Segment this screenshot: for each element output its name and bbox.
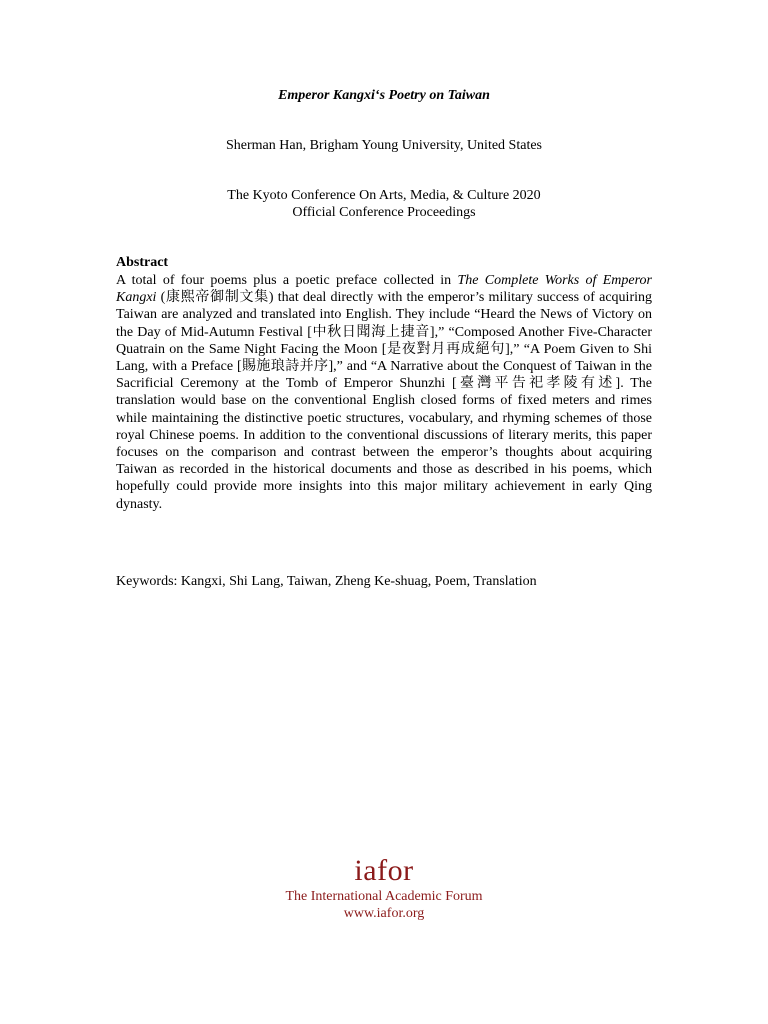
iafor-logo: iafor [354,854,414,887]
abstract-body [116,272,652,513]
abstract-text: (康熙帝御制文集) that deal directly with the emperor’s military success of acquiring Taiwan are analyzed and translated into English. They include “Heard the News of Victory on the Day of Mid-Autumn Festival [中秋日聞海上捷音],” “Composed Another Five-Character Quatrain on the Same Night Facing the Moon [是夜對月再成絕句],” “A Poem Given to Shi Lang, with a Preface [賜施琅詩并序],” and “A Narrative about the Conquest of Taiwan in the Sacrificial Ceremony at the Tomb of Emperor Shunzhi [臺灣平告祀孝陵有述]. The translation would base on the conventional English closed forms of fixed meters and rimes while maintaining the distinctive poetic structures, vocabulary, and rhyming schemes of those royal Chinese poems. In addition to the conventional discussions of literary merits, this paper focuses on the comparison and contrast between the emperor’s thoughts about acquiring Taiwan as recorded in the historical documents and those as described in his poems, which hopefully could provide more insights into this major military achievement in early Qing dynasty. [116,290,652,512]
footer [0,854,768,922]
paper-title: Emperor Kangxi‘s Poetry on Taiwan [278,88,490,103]
conference-proceedings: Official Conference Proceedings [292,205,476,220]
organization-name: The International Academic Forum [285,889,483,904]
conference-info [0,187,768,221]
conference-name: The Kyoto Conference On Arts, Media, & Culture 2020 [227,188,541,203]
abstract-heading: Abstract [116,255,169,270]
abstract-book-title: The Complete Works of Emperor Kangxi [116,273,652,306]
author-affiliation: Sherman Han, Brigham Young University, United States [225,138,542,153]
abstract-intro: A total of four poems plus a poetic preface collected in [116,273,458,288]
website-link[interactable]: www.iafor.org [343,906,425,921]
keywords: Keywords: Kangxi, Shi Lang, Taiwan, Zheng Ke-shuag, Poem, Translation [116,574,537,589]
